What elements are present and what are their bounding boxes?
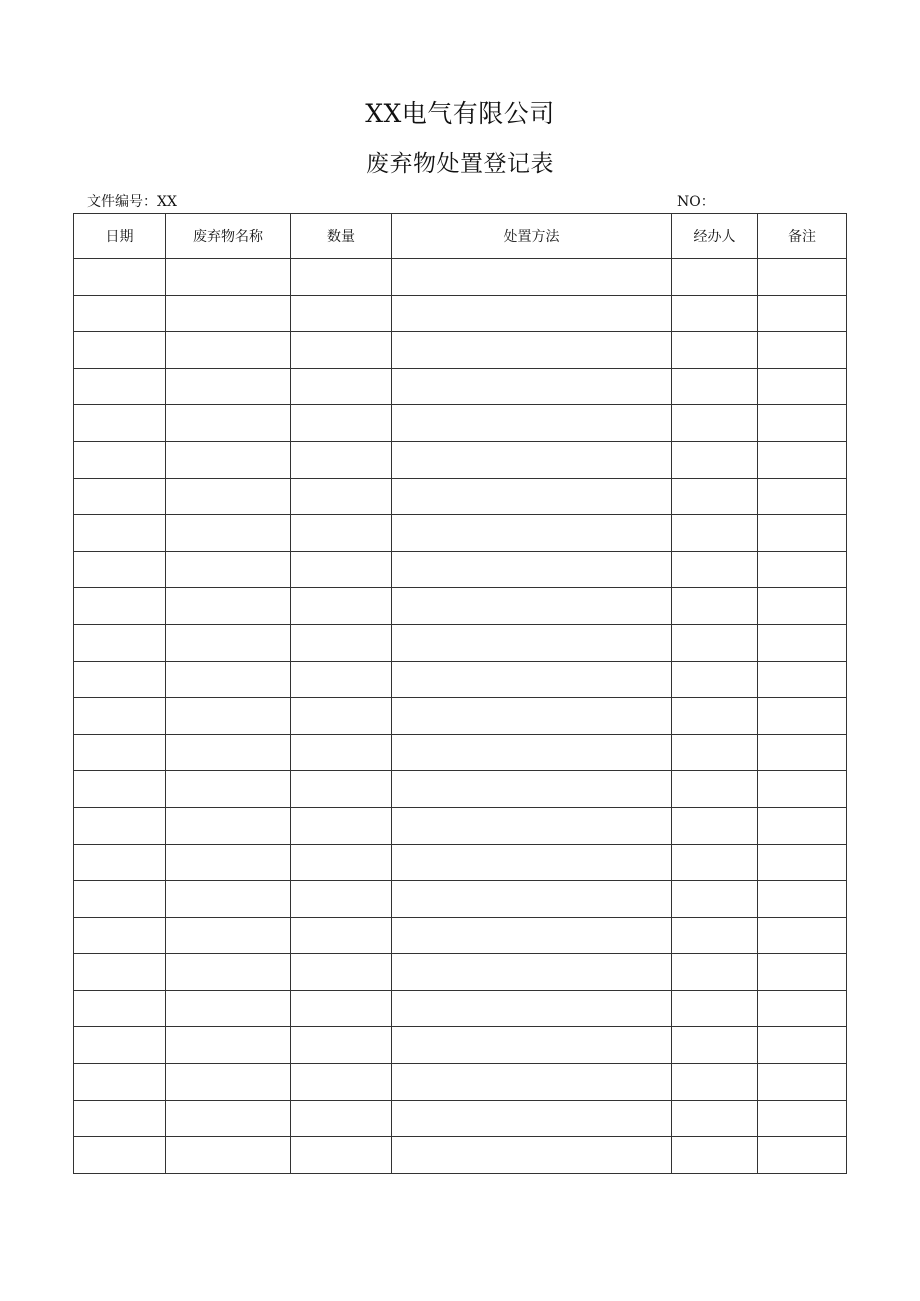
handler-cell	[672, 1027, 758, 1064]
disposal-method-cell	[392, 771, 672, 808]
date-cell	[74, 588, 166, 625]
table-row	[74, 368, 847, 405]
quantity-cell	[291, 844, 392, 881]
handler-cell	[672, 478, 758, 515]
table-row	[74, 881, 847, 918]
disposal-method-cell	[392, 1137, 672, 1174]
quantity-cell	[291, 441, 392, 478]
waste-name-cell	[166, 332, 291, 369]
date-cell	[74, 734, 166, 771]
disposal-method-cell	[392, 259, 672, 296]
disposal-method-cell	[392, 954, 672, 991]
disposal-method-cell	[392, 698, 672, 735]
quantity-cell	[291, 807, 392, 844]
remarks-cell	[758, 917, 847, 954]
handler-cell	[672, 624, 758, 661]
waste-name-cell	[166, 990, 291, 1027]
date-cell	[74, 259, 166, 296]
quantity-cell	[291, 624, 392, 661]
table-row	[74, 698, 847, 735]
serial-number-label: NO：	[677, 194, 715, 210]
quantity-cell	[291, 771, 392, 808]
waste-name-cell	[166, 881, 291, 918]
remarks-cell	[758, 368, 847, 405]
waste-name-cell	[166, 551, 291, 588]
remarks-cell	[758, 698, 847, 735]
quantity-cell	[291, 661, 392, 698]
waste-name-cell	[166, 844, 291, 881]
date-cell	[74, 698, 166, 735]
handler-cell	[672, 368, 758, 405]
handler-cell	[672, 734, 758, 771]
table-row	[74, 917, 847, 954]
quantity-cell	[291, 368, 392, 405]
quantity-cell	[291, 990, 392, 1027]
disposal-method-cell	[392, 478, 672, 515]
company-title: XX电气有限公司	[365, 99, 555, 128]
handler-cell	[672, 954, 758, 991]
quantity-cell	[291, 917, 392, 954]
disposal-method-cell	[392, 551, 672, 588]
column-header-remarks: 备注	[758, 214, 847, 259]
waste-name-cell	[166, 368, 291, 405]
handler-cell	[672, 990, 758, 1027]
remarks-cell	[758, 954, 847, 991]
disposal-method-cell	[392, 881, 672, 918]
table-row	[74, 259, 847, 296]
disposal-method-cell	[392, 624, 672, 661]
quantity-cell	[291, 551, 392, 588]
disposal-method-cell	[392, 661, 672, 698]
table-row	[74, 1027, 847, 1064]
date-cell	[74, 771, 166, 808]
date-cell	[74, 661, 166, 698]
handler-cell	[672, 441, 758, 478]
handler-cell	[672, 295, 758, 332]
quantity-cell	[291, 259, 392, 296]
remarks-cell	[758, 405, 847, 442]
remarks-cell	[758, 807, 847, 844]
quantity-cell	[291, 332, 392, 369]
quantity-cell	[291, 1137, 392, 1174]
remarks-cell	[758, 990, 847, 1027]
remarks-cell	[758, 734, 847, 771]
date-cell	[74, 441, 166, 478]
column-header-date: 日期	[74, 214, 166, 259]
waste-name-cell	[166, 259, 291, 296]
handler-cell	[672, 551, 758, 588]
handler-cell	[672, 588, 758, 625]
remarks-cell	[758, 624, 847, 661]
disposal-method-cell	[392, 441, 672, 478]
date-cell	[74, 1064, 166, 1101]
waste-name-cell	[166, 1137, 291, 1174]
remarks-cell	[758, 441, 847, 478]
date-cell	[74, 332, 166, 369]
quantity-cell	[291, 881, 392, 918]
remarks-cell	[758, 1100, 847, 1137]
column-header-handler: 经办人	[672, 214, 758, 259]
handler-cell	[672, 771, 758, 808]
handler-cell	[672, 881, 758, 918]
disposal-method-cell	[392, 1027, 672, 1064]
remarks-cell	[758, 332, 847, 369]
date-cell	[74, 807, 166, 844]
table-row	[74, 1137, 847, 1174]
disposal-method-cell	[392, 807, 672, 844]
handler-cell	[672, 332, 758, 369]
quantity-cell	[291, 588, 392, 625]
quantity-cell	[291, 954, 392, 991]
disposal-method-cell	[392, 1100, 672, 1137]
column-header-waste-name: 废弃物名称	[166, 214, 291, 259]
remarks-cell	[758, 515, 847, 552]
remarks-cell	[758, 844, 847, 881]
date-cell	[74, 295, 166, 332]
waste-name-cell	[166, 807, 291, 844]
table-row	[74, 807, 847, 844]
table-row	[74, 478, 847, 515]
table-row	[74, 295, 847, 332]
disposal-method-cell	[392, 332, 672, 369]
table-row	[74, 588, 847, 625]
quantity-cell	[291, 1027, 392, 1064]
date-cell	[74, 1027, 166, 1064]
table-row	[74, 441, 847, 478]
waste-name-cell	[166, 405, 291, 442]
date-cell	[74, 368, 166, 405]
date-cell	[74, 917, 166, 954]
table-row	[74, 1064, 847, 1101]
remarks-cell	[758, 478, 847, 515]
waste-name-cell	[166, 734, 291, 771]
quantity-cell	[291, 1100, 392, 1137]
handler-cell	[672, 1100, 758, 1137]
table-row	[74, 661, 847, 698]
date-cell	[74, 844, 166, 881]
waste-name-cell	[166, 954, 291, 991]
table-row	[74, 771, 847, 808]
handler-cell	[672, 661, 758, 698]
date-cell	[74, 405, 166, 442]
handler-cell	[672, 259, 758, 296]
table-row	[74, 1100, 847, 1137]
table-body	[74, 259, 847, 1174]
waste-name-cell	[166, 661, 291, 698]
waste-name-cell	[166, 917, 291, 954]
handler-cell	[672, 515, 758, 552]
waste-name-cell	[166, 441, 291, 478]
remarks-cell	[758, 1027, 847, 1064]
disposal-method-cell	[392, 295, 672, 332]
table-row	[74, 332, 847, 369]
remarks-cell	[758, 1137, 847, 1174]
disposal-method-cell	[392, 515, 672, 552]
handler-cell	[672, 1137, 758, 1174]
date-cell	[74, 478, 166, 515]
handler-cell	[672, 1064, 758, 1101]
waste-name-cell	[166, 771, 291, 808]
meta-row	[87, 191, 845, 213]
waste-name-cell	[166, 588, 291, 625]
disposal-method-cell	[392, 588, 672, 625]
quantity-cell	[291, 515, 392, 552]
disposal-method-cell	[392, 405, 672, 442]
column-header-quantity: 数量	[291, 214, 392, 259]
remarks-cell	[758, 588, 847, 625]
handler-cell	[672, 844, 758, 881]
handler-cell	[672, 807, 758, 844]
quantity-cell	[291, 478, 392, 515]
remarks-cell	[758, 295, 847, 332]
remarks-cell	[758, 1064, 847, 1101]
quantity-cell	[291, 405, 392, 442]
waste-name-cell	[166, 1027, 291, 1064]
table-row	[74, 624, 847, 661]
remarks-cell	[758, 259, 847, 296]
date-cell	[74, 990, 166, 1027]
waste-name-cell	[166, 624, 291, 661]
waste-name-cell	[166, 1100, 291, 1137]
document-number: 文件编号：XX	[87, 194, 177, 210]
disposal-method-cell	[392, 917, 672, 954]
table-row	[74, 515, 847, 552]
handler-cell	[672, 698, 758, 735]
remarks-cell	[758, 881, 847, 918]
handler-cell	[672, 917, 758, 954]
table-row	[74, 551, 847, 588]
disposal-method-cell	[392, 844, 672, 881]
form-title: 废弃物处置登记表	[366, 151, 554, 177]
quantity-cell	[291, 1064, 392, 1101]
column-header-disposal-method: 处置方法	[392, 214, 672, 259]
table-row	[74, 734, 847, 771]
waste-name-cell	[166, 478, 291, 515]
disposal-method-cell	[392, 368, 672, 405]
table-header-row	[74, 214, 847, 259]
date-cell	[74, 551, 166, 588]
waste-name-cell	[166, 295, 291, 332]
remarks-cell	[758, 661, 847, 698]
waste-name-cell	[166, 1064, 291, 1101]
table-row	[74, 990, 847, 1027]
remarks-cell	[758, 551, 847, 588]
date-cell	[74, 624, 166, 661]
date-cell	[74, 954, 166, 991]
quantity-cell	[291, 698, 392, 735]
date-cell	[74, 1100, 166, 1137]
waste-disposal-table	[73, 213, 847, 1174]
date-cell	[74, 515, 166, 552]
waste-name-cell	[166, 698, 291, 735]
date-cell	[74, 881, 166, 918]
waste-name-cell	[166, 515, 291, 552]
table-row	[74, 954, 847, 991]
date-cell	[74, 1137, 166, 1174]
table-row	[74, 405, 847, 442]
quantity-cell	[291, 734, 392, 771]
table-row	[74, 844, 847, 881]
disposal-method-cell	[392, 990, 672, 1027]
remarks-cell	[758, 771, 847, 808]
disposal-method-cell	[392, 1064, 672, 1101]
handler-cell	[672, 405, 758, 442]
disposal-method-cell	[392, 734, 672, 771]
quantity-cell	[291, 295, 392, 332]
